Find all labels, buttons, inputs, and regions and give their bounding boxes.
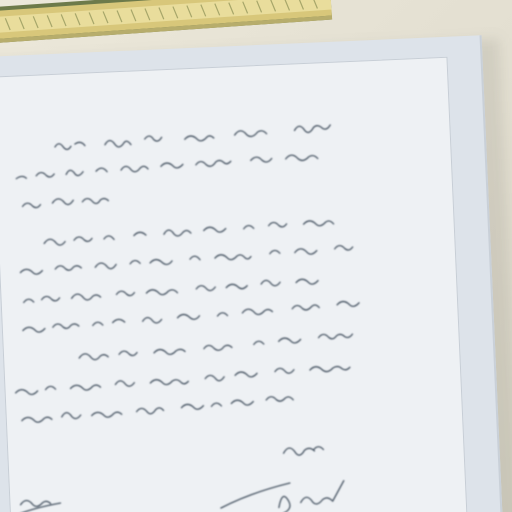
letter-sheet (0, 57, 468, 512)
frame-illustration (0, 0, 333, 50)
picture-frame-edge (0, 0, 333, 50)
handwritten-letter-paper (0, 35, 502, 512)
handwriting-illustration (0, 58, 467, 512)
